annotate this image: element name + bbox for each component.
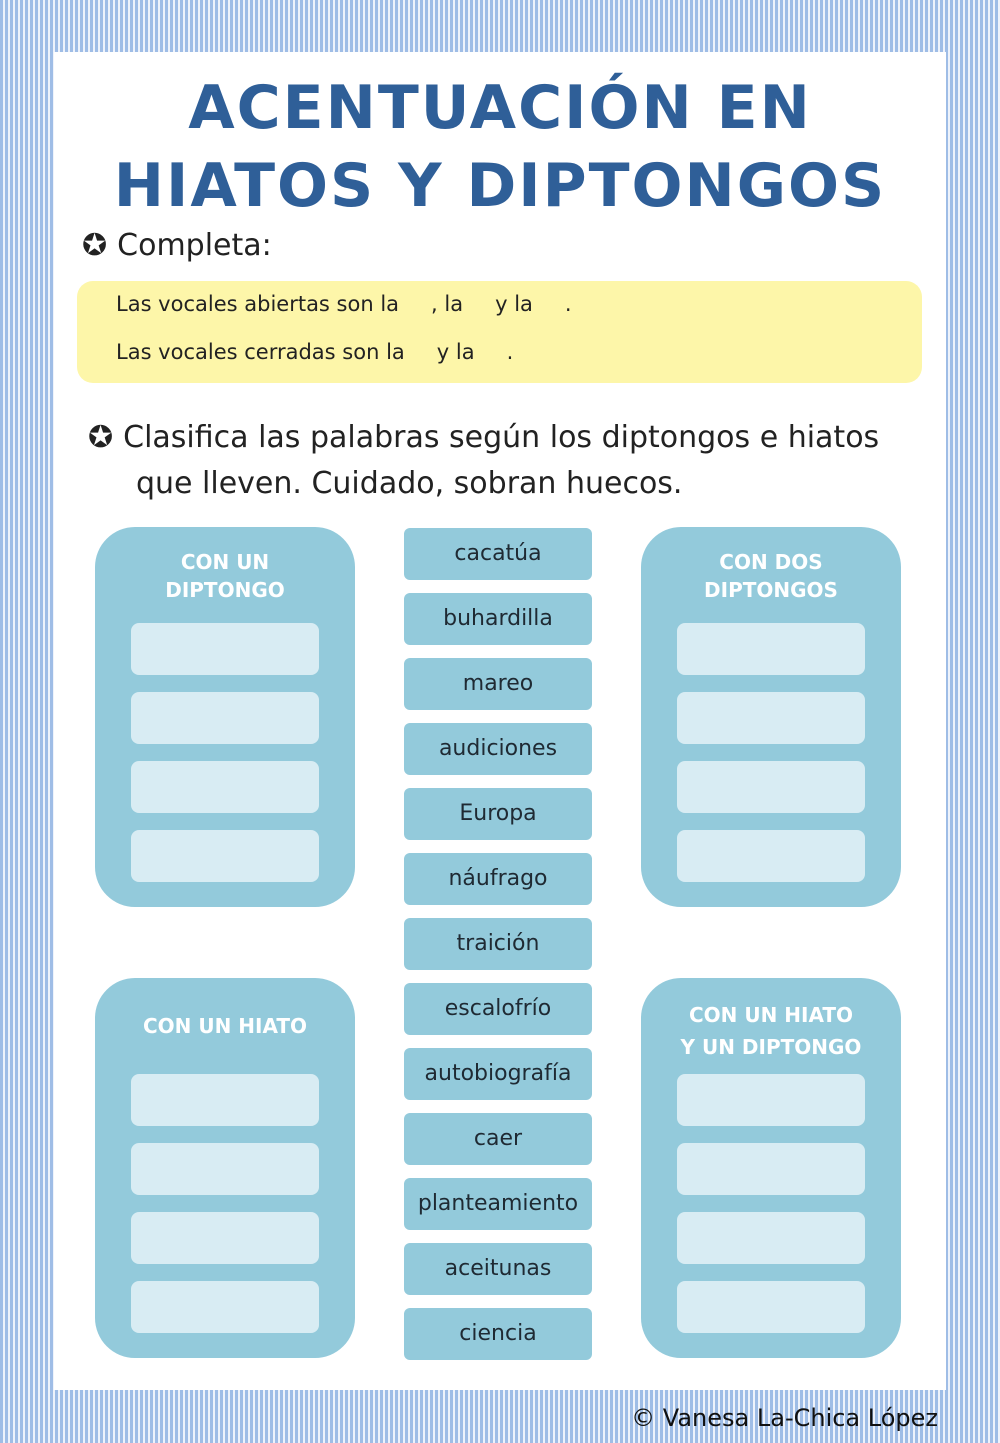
open-vowels-text-3: y la [495, 292, 533, 316]
drop-slot[interactable] [677, 623, 865, 675]
copyright-credit: © Vanesa La-Chica López [631, 1404, 938, 1432]
closed-vowels-text-1: Las vocales cerradas son la [116, 340, 405, 364]
word-tile[interactable]: Europa [404, 788, 592, 840]
word-tile[interactable]: náufrago [404, 853, 592, 905]
group-title-line-2: DIPTONGOS [704, 578, 838, 602]
title-line-2: HIATOS Y DIPTONGOS [113, 151, 887, 221]
closed-vowel-gap-2[interactable] [475, 340, 507, 366]
complete-heading-text: Completa: [117, 228, 272, 263]
group-one-hiatus [95, 978, 355, 1358]
group-title-line-2: Y UN DIPTONGO [680, 1035, 862, 1059]
word-tile[interactable]: audiciones [404, 723, 592, 775]
word-tile[interactable]: ciencia [404, 1308, 592, 1360]
classify-instruction [88, 416, 879, 460]
drop-slot[interactable] [677, 692, 865, 744]
drop-slot[interactable] [677, 830, 865, 882]
drop-slot[interactable] [131, 761, 319, 813]
word-tile[interactable]: caer [404, 1113, 592, 1165]
group-hiatus-and-diphthong [641, 978, 901, 1358]
word-tile[interactable]: traición [404, 918, 592, 970]
drop-slot[interactable] [131, 830, 319, 882]
drop-slot[interactable] [677, 761, 865, 813]
star-icon: ✪ [88, 420, 114, 455]
group-title-line-1: CON DOS [719, 550, 823, 574]
drop-slot[interactable] [131, 692, 319, 744]
open-vowels-text-1: Las vocales abiertas son la [116, 292, 400, 316]
closed-vowels-period: . [506, 340, 514, 364]
classify-line-2: que lleven. Cuidado, sobran huecos. [136, 466, 683, 501]
word-tile[interactable]: mareo [404, 658, 592, 710]
word-tile[interactable]: buhardilla [404, 593, 592, 645]
group-title-line-1: CON UN HIATO [688, 1003, 854, 1027]
group-title-line-1: CON UN HIATO [142, 1014, 308, 1038]
classify-instruction-2 [136, 462, 682, 506]
closed-vowels-sentence [116, 340, 513, 366]
open-vowel-gap-1[interactable] [399, 292, 431, 318]
group-title-line-1: CON UN [180, 550, 270, 574]
drop-slot[interactable] [131, 1143, 319, 1195]
drop-slot[interactable] [677, 1143, 865, 1195]
group-title-line-2: DIPTONGO [165, 578, 285, 602]
complete-heading [82, 224, 272, 268]
title-line-1: ACENTUACIÓN EN [188, 73, 812, 143]
open-vowels-period: . [564, 292, 572, 316]
drop-slot[interactable] [131, 1074, 319, 1126]
classify-line-1: Clasifica las palabras según los diptongos e hiatos [123, 420, 880, 455]
open-vowel-gap-3[interactable] [533, 292, 565, 318]
word-tile[interactable]: autobiografía [404, 1048, 592, 1100]
word-tile[interactable]: planteamiento [404, 1178, 592, 1230]
open-vowels-sentence [116, 292, 572, 318]
drop-slot[interactable] [677, 1074, 865, 1126]
word-tile[interactable]: cacatúa [404, 528, 592, 580]
group-two-diphthongs [641, 527, 901, 907]
group-one-diphthong [95, 527, 355, 907]
drop-slot[interactable] [677, 1212, 865, 1264]
open-vowels-text-2: , la [431, 292, 464, 316]
closed-vowels-text-2: y la [436, 340, 475, 364]
word-tile[interactable]: aceitunas [404, 1243, 592, 1295]
word-tile[interactable]: escalofrío [404, 983, 592, 1035]
open-vowel-gap-2[interactable] [463, 292, 495, 318]
drop-slot[interactable] [677, 1281, 865, 1333]
drop-slot[interactable] [131, 623, 319, 675]
drop-slot[interactable] [131, 1212, 319, 1264]
closed-vowel-gap-1[interactable] [405, 340, 437, 366]
drop-slot[interactable] [131, 1281, 319, 1333]
star-icon: ✪ [82, 228, 108, 263]
